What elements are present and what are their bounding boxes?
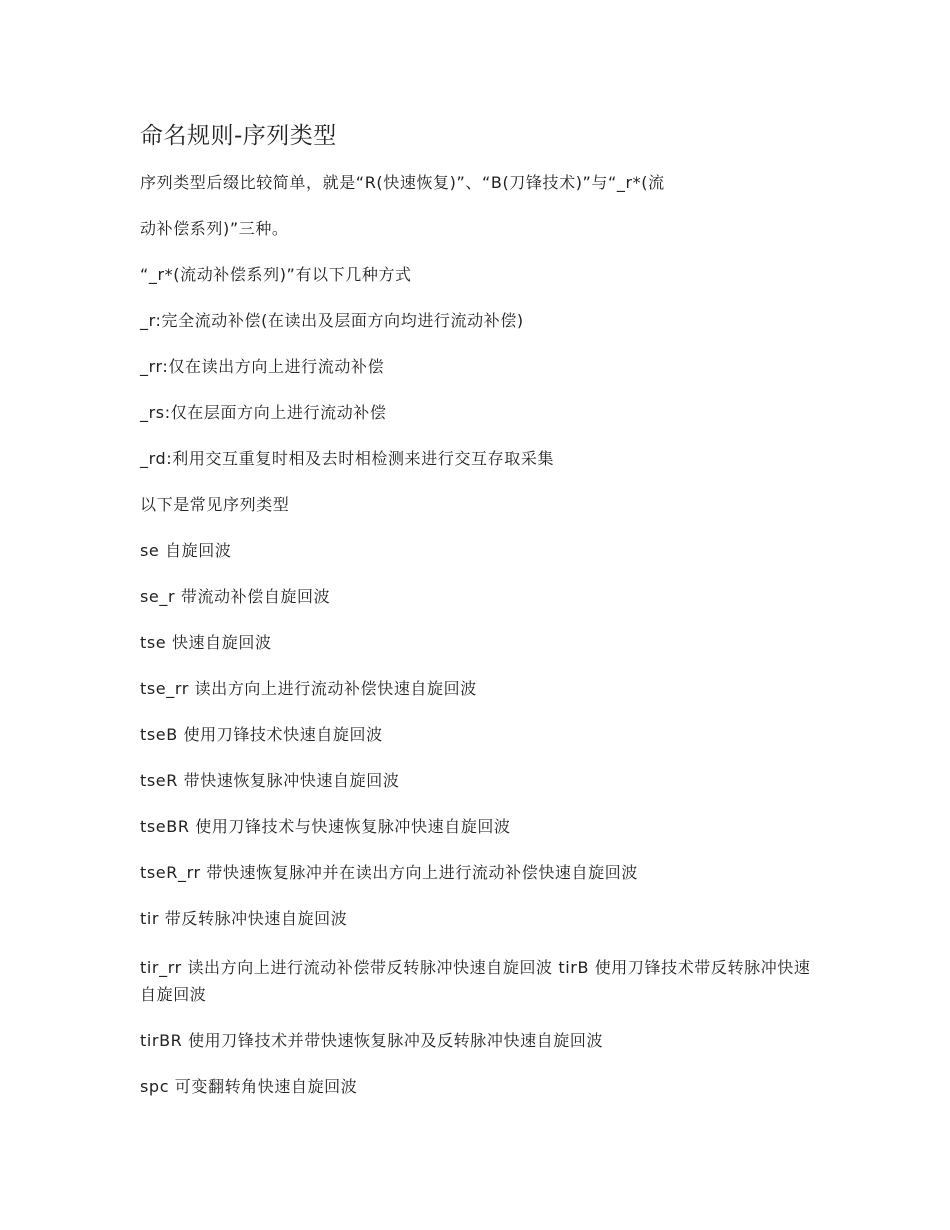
flow-compensation-heading: “_r*(流动补偿系列)”有以下几种方式: [140, 265, 412, 284]
document-body: [140, 120, 815, 1122]
sequence-item: se 自旋回波: [140, 541, 232, 560]
sequence-item: tseR 带快速恢复脉冲快速自旋回波: [140, 771, 400, 790]
flow-compensation-item: _r:完全流动补偿(在读出及层面方向均进行流动补偿): [140, 311, 524, 330]
sequence-item: tseB 使用刀锋技术快速自旋回波: [140, 725, 383, 744]
common-sequences-heading: 以下是常见序列类型: [140, 495, 290, 514]
intro-paragraph-line-1: 序列类型后缀比较简单，就是“R(快速恢复)”、“B(刀锋技术)”与“_r*(流: [140, 173, 665, 192]
sequence-item-wrapped: tir_rr 读出方向上进行流动补偿带反转脉冲快速自旋回波 tirB 使用刀锋技术带反转脉冲快速自旋回波: [140, 958, 811, 1004]
flow-compensation-item: _rr:仅在读出方向上进行流动补偿: [140, 357, 385, 376]
sequence-item: tse 快速自旋回波: [140, 633, 272, 652]
flow-compensation-item: _rd:利用交互重复时相及去时相检测来进行交互存取采集: [140, 449, 555, 468]
flow-compensation-item: _rs:仅在层面方向上进行流动补偿: [140, 403, 387, 422]
sequence-item: tirBR 使用刀锋技术并带快速恢复脉冲及反转脉冲快速自旋回波: [140, 1031, 604, 1050]
intro-paragraph-line-2: 动补偿系列)”三种。: [140, 219, 289, 238]
sequence-item: tse_rr 读出方向上进行流动补偿快速自旋回波: [140, 679, 477, 698]
sequence-item: spc 可变翻转角快速自旋回波: [140, 1077, 358, 1096]
sequence-item: tseR_rr 带快速恢复脉冲并在读出方向上进行流动补偿快速自旋回波: [140, 863, 638, 882]
sequence-item: tir 带反转脉冲快速自旋回波: [140, 909, 348, 928]
sequence-item: tseBR 使用刀锋技术与快速恢复脉冲快速自旋回波: [140, 817, 511, 836]
sequence-item: se_r 带流动补偿自旋回波: [140, 587, 331, 606]
page-title: 命名规则-序列类型: [140, 123, 337, 149]
